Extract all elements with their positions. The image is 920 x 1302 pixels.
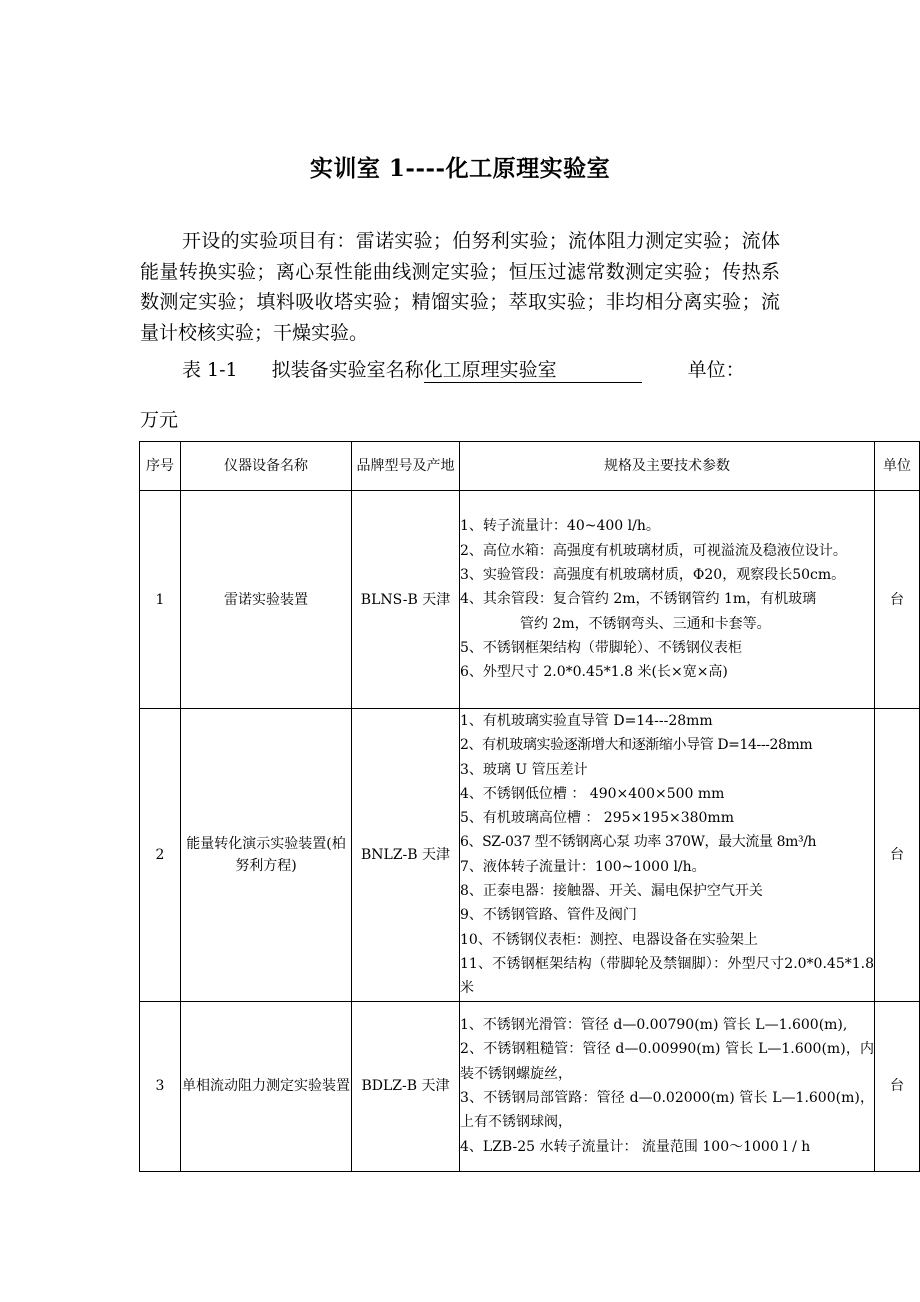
spec-line: 5、不锈钢框架结构（带脚轮）、不锈钢仪表柜 [460,639,742,656]
caption-label: 拟装备实验室名称 [271,359,424,381]
spec-line: 1、不锈钢光滑管：管径 d—0.00790(m) 管长 L—1.600(m), [460,1017,848,1034]
unit-label: 单位： [687,359,745,381]
table-number: 表 1-1 [182,359,238,381]
spec-line: 4、其余管段：复合管约 2m，不锈钢管约 1m，有机玻璃 [460,591,817,608]
row-spec [460,491,875,709]
row-name: 雷诺实验装置 [181,491,352,709]
row-unit: 台 [875,709,920,1002]
header-brand: 品牌型号及产地 [352,442,460,491]
row-no: 2 [140,709,181,1002]
header-spec: 规格及主要技术参数 [460,442,875,491]
table-row [140,709,920,1002]
spec-line: 7、液体转子流量计：100~1000 l/h。 [460,858,706,875]
table-header-row [140,442,920,491]
table-caption [182,355,745,383]
header-unit: 单位 [875,442,920,491]
equipment-table [139,441,920,1172]
unit-value: 万元 [140,409,179,431]
header-no: 序号 [140,442,181,491]
row-spec [460,709,875,1002]
row-unit: 台 [875,1001,920,1171]
row-no: 3 [140,1001,181,1171]
row-brand: BDLZ-B 天津 [352,1001,460,1171]
spec-line: 3、不锈钢局部管路：管径 d—0.02000(m) 管长 L—1.600(m)，上有不锈钢球阀， [460,1090,874,1131]
row-no: 1 [140,491,181,709]
row-unit: 台 [875,491,920,709]
spec-line: 6、外型尺寸 2.0*0.45*1.8 米(长×宽×高) [460,664,728,681]
row-name: 能量转化演示实验装置(柏努利方程) [181,709,352,1002]
spec-line: 8、正泰电器：接触器、开关、漏电保护空气开关 [460,883,763,900]
intro-paragraph: 开设的实验项目有：雷诺实验；伯努利实验；流体阻力测定实验；流体能量转换实验；离心泵性能曲线测定实验；恒压过滤常数测定实验；传热系数测定实验；填料吸收塔实验；精馏实验；萃取实验；非均相分离实验；流量计校核实验；干燥实验。 [140,230,780,344]
row-brand: BLNS-B 天津 [352,491,460,709]
lab-name-underlined: 化工原理实验室 [424,355,642,383]
row-spec [460,1001,875,1171]
page-title: 实训室 1----化工原理实验室 [309,155,611,182]
spec-line: 3、玻璃 U 管压差计 [460,761,588,778]
row-name: 单相流动阻力测定实验装置 [181,1001,352,1171]
spec-line: 9、不锈钢管路、管件及阀门 [460,907,637,924]
spec-line: 5、有机玻璃高位槽 ： 295×195×380mm [460,810,734,827]
header-name: 仪器设备名称 [181,442,352,491]
spec-line: 1、转子流量计：40~400 l/h。 [460,518,660,535]
spec-line: 3、实验管段：高强度有机玻璃材质，Φ20，观察段长50cm。 [460,567,846,584]
spec-line: 10、不锈钢仪表柜：测控、电器设备在实验架上 [460,931,758,948]
spec-line: 6、SZ-037 型不锈钢离心泵 功率 370W，最大流量 8m³/h [460,834,817,851]
table-row [140,1001,920,1171]
spec-line: 11、不锈钢框架结构（带脚轮及禁锢脚）：外型尺寸2.0*0.45*1.8 米 [460,955,874,997]
spec-line: 管约 2m，不锈钢弯头、三通和卡套等。 [520,615,771,632]
spec-line: 4、LZB-25 水转子流量计： 流量范围 100～1000 l / h [460,1138,811,1155]
spec-line: 1、有机玻璃实验直导管 D=14---28mm [460,713,713,729]
row-brand: BNLZ-B 天津 [352,709,460,1002]
spec-line: 2、高位水箱：高强度有机玻璃材质，可视溢流及稳液位设计。 [460,542,847,559]
spec-line: 2、有机玻璃实验逐渐增大和逐渐缩小导管 D=14---28mm [460,737,813,754]
spec-line: 2、不锈钢粗糙管：管径 d—0.00990(m) 管长 L—1.600(m)，内装不锈钢螺旋丝， [460,1041,874,1082]
table-row [140,491,920,709]
spec-line: 4、不锈钢低位槽 ： 490×400×500 mm [460,785,725,802]
